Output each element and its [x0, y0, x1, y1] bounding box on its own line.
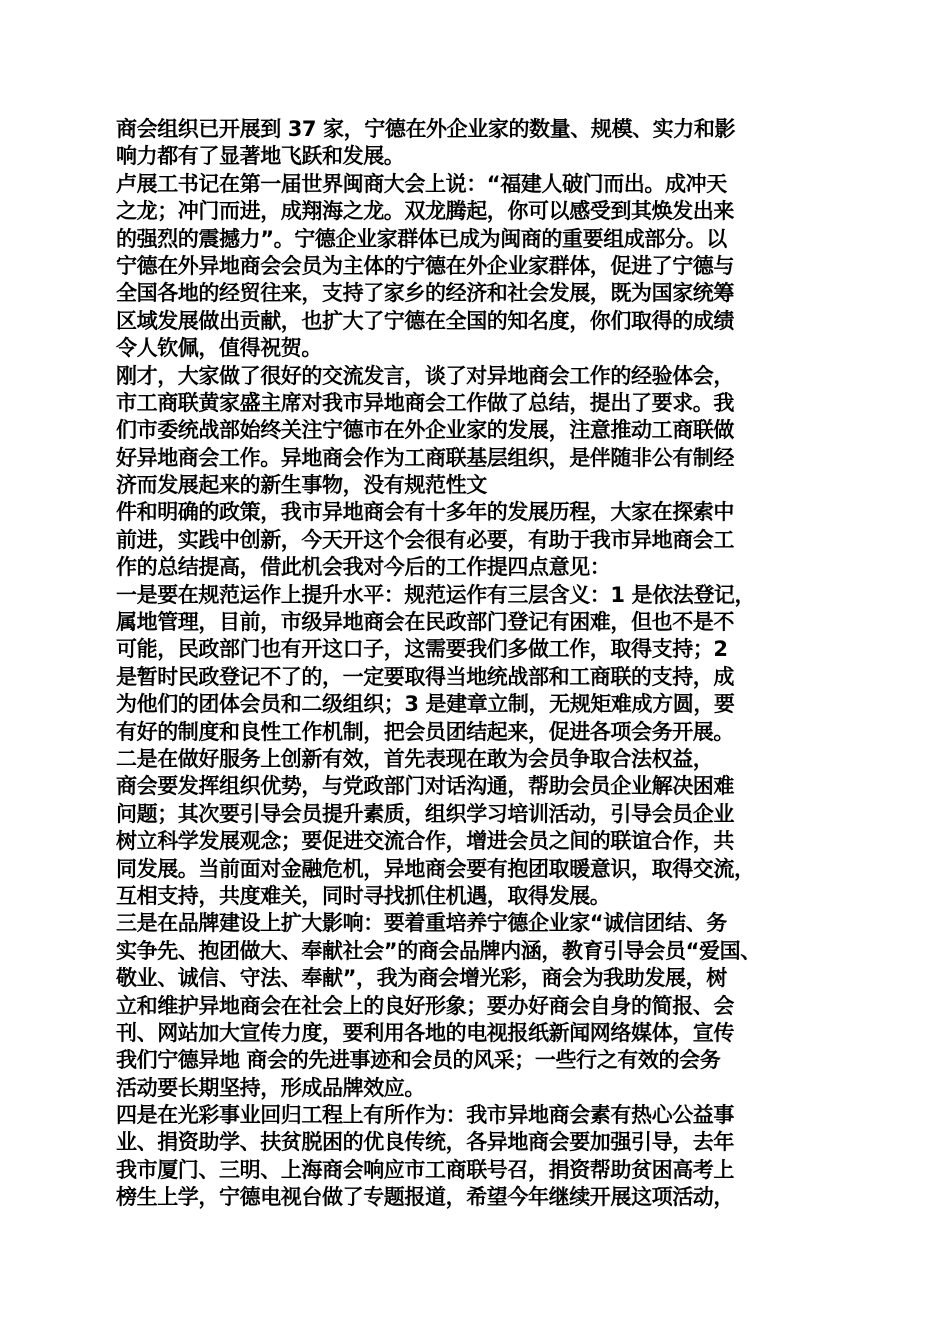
text-line: 刊、网站加大宣传力度，要利用各地的电视报纸新闻网络媒体，宣传 [116, 1020, 734, 1045]
text-line: 为他们的团体会员和二级组织；3 是建章立制，无规矩难成方圆，要 [116, 692, 735, 717]
text-line: 实争先、抱团做大、奉献社会”的商会品牌内涵，教育引导会员“爱国、 [116, 938, 761, 963]
text-line: 互相支持，共度难关，同时寻找抓住机遇，取得发展。 [116, 883, 611, 908]
text-line: 好异地商会工作。异地商会作为工商联基层组织，是伴随非公有制经 [116, 445, 734, 470]
text-line: 商会组织已开展到 37 家，宁德在外企业家的数量、规模、实力和影 [116, 117, 736, 141]
text-line: 三是在品牌建设上扩大影响：要着重培养宁德企业家“诚信团结、务 [116, 911, 727, 936]
text-line: 的强烈的震撼力”。宁德企业家群体已成为闽商的重要组成部分。以 [116, 226, 727, 251]
text-line: 立和维护异地商会在社会上的良好形象；要办好商会自身的简报、会 [116, 993, 734, 1018]
text-line: 济而发展起来的新生事物，没有规范性文 [116, 473, 487, 498]
text-line: 区域发展做出贡献，也扩大了宁德在全国的知名度，你们取得的成绩 [116, 308, 734, 333]
text-line: 作的总结提高，借此机会我对今后的工作提四点意见： [116, 555, 611, 580]
text-line: 全国各地的经贸往来，支持了家乡的经济和社会发展，既为国家统筹 [116, 281, 734, 306]
text-line: 树立科学发展观念；要促进交流合作，增进会员之间的联谊合作，共 [116, 829, 734, 854]
text-line: 商会要发挥组织优势，与党政部门对话沟通，帮助会员企业解决困难 [116, 774, 734, 799]
text-line: 刚才，大家做了很好的交流发言，谈了对异地商会工作的经验体会， [116, 363, 734, 388]
text-line: 业、捐资助学、扶贫脱困的优良传统，各异地商会要加强引导，去年 [116, 1130, 734, 1155]
text-line: 二是在做好服务上创新有效，首先表现在敢为会员争取合法权益， [116, 746, 714, 771]
text-line: 我们宁德异地 商会的先进事迹和会员的风采；一些行之有效的会务 [116, 1048, 721, 1073]
text-line: 是暂时民政登记不了的，一定要取得当地统战部和工商联的支持，成 [116, 664, 734, 689]
text-line: 有好的制度和良性工作机制，把会员团结起来，促进各项会务开展。 [116, 719, 734, 744]
text-line: 同发展。当前面对金融危机，异地商会要有抱团取暖意识，取得交流， [116, 856, 755, 881]
text-line: 一是要在规范运作上提升水平：规范运作有三层含义：1 是依法登记， [116, 582, 756, 607]
text-line: 榜生上学，宁德电视台做了专题报道，希望今年继续开展这项活动， [116, 1185, 734, 1210]
text-line: 可能，民政部门也有开这口子，这需要我们多做工作，取得支持；2 [116, 637, 728, 662]
text-line: 令人钦佩，值得祝贺。 [116, 336, 322, 361]
text-line: 我市厦门、三明、上海商会响应市工商联号召，捐资帮助贫困高考上 [116, 1157, 734, 1182]
text-line: 之龙；冲门而进，成翔海之龙。双龙腾起，你可以感受到其焕发出来 [116, 199, 734, 224]
text-line: 前进，实践中创新，今天开这个会很有必要，有助于我市异地商会工 [116, 527, 734, 552]
text-line: 们市委统战部始终关注宁德市在外企业家的发展，注意推动工商联做 [116, 418, 734, 443]
text-line: 件和明确的政策，我市异地商会有十多年的发展历程，大家在探索中 [116, 500, 734, 525]
text-line: 敬业、诚信、守法、奉献”，我为商会增光彩，商会为我助发展，树 [116, 966, 727, 991]
text-line: 属地管理，目前，市级异地商会在民政部门登记有困难，但也不是不 [116, 610, 734, 635]
text-line: 宁德在外异地商会会员为主体的宁德在外企业家群体，促进了宁德与 [116, 253, 734, 278]
body-text [116, 116, 852, 1212]
text-line: 市工商联黄家盛主席对我市异地商会工作做了总结，提出了要求。我 [116, 390, 734, 415]
text-line: 问题；其次要引导会员提升素质，组织学习培训活动，引导会员企业 [116, 801, 734, 826]
text-line: 卢展工书记在第一届世界闽商大会上说：“福建人破门而出。成冲天 [116, 171, 727, 196]
text-line: 活动要长期坚持，形成品牌效应。 [116, 1075, 425, 1100]
text-line: 响力都有了显著地飞跃和发展。 [116, 144, 405, 169]
text-line: 四是在光彩事业回归工程上有所作为：我市异地商会素有热心公益事 [116, 1103, 734, 1128]
